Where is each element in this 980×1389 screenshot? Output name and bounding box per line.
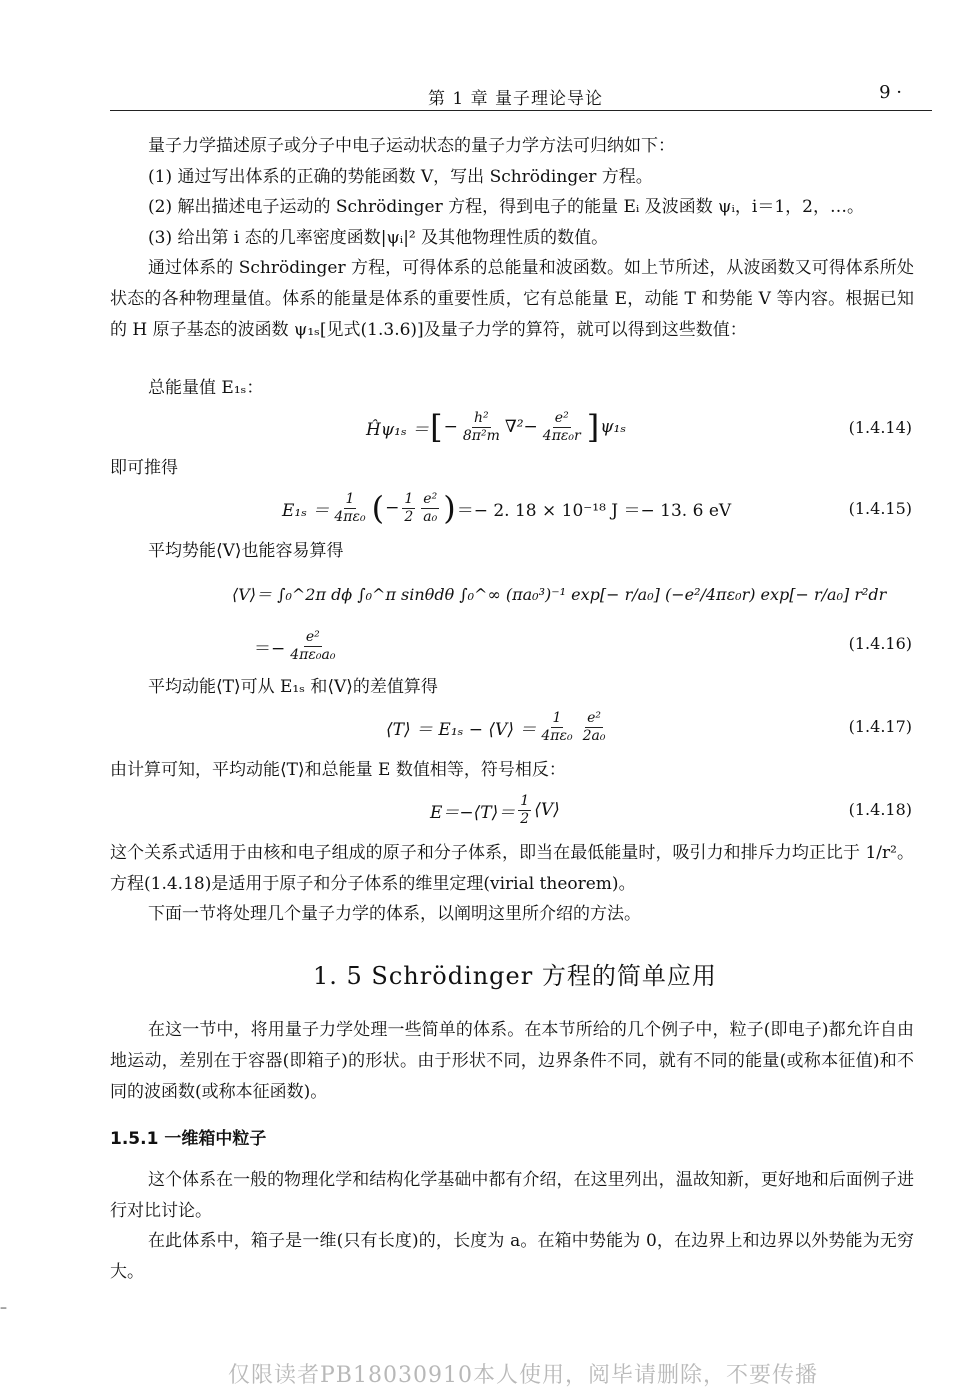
eq18-lhs: E＝−⟨T⟩＝ bbox=[430, 802, 516, 823]
page-header bbox=[110, 80, 932, 111]
eq17-f2-denominator: 2a₀ bbox=[582, 727, 606, 744]
eq15-f3-numerator: e² bbox=[423, 490, 438, 507]
eq15-lhs: E₁ₛ ＝ bbox=[282, 500, 330, 521]
eq15-f1-numerator: 1 bbox=[345, 490, 355, 507]
eq14-nabla: ∇²− bbox=[504, 417, 538, 437]
watermark: 仅限读者PB18030910本人使用，阅毕请删除，不要传播 bbox=[228, 1363, 818, 1388]
virial-paragraph: 这个关系式适用于由核和电子组成的原子和分子体系，即当在最低能量时，吸引力和排斥力均正比于 1/r²。方程(1.4.18)是适用于原子和分子体系的维里定理(virial theorem)。 bbox=[110, 843, 914, 894]
eq17-lhs: ⟨T⟩ ＝ E₁ₛ − ⟨V⟩ ＝ bbox=[386, 719, 537, 740]
subsection-paragraph-2: 在此体系中，箱子是一维(只有长度)的，长度为 a。在箱中势能为 0，在边界上和边界以外势能为无穷大。 bbox=[110, 1231, 914, 1282]
eq-number-1-4-16: (1.4.16) bbox=[848, 634, 912, 653]
minus-sign: − bbox=[443, 417, 458, 437]
subsection-paragraph-1: 这个体系在一般的物理化学和结构化学基础中都有介绍，在这里列出，温故知新，更好地和后面例子进行对比讨论。 bbox=[110, 1170, 914, 1221]
chapter-title: 第 1 章 量子理论导论 bbox=[428, 89, 604, 109]
step-2: (2) 解出描述电子运动的 Schrödinger 方程，得到电子的能量 Eᵢ 及波函数 ψᵢ，i＝1，2，…。 bbox=[148, 197, 864, 217]
eq16-denominator: 4πε₀a₀ bbox=[290, 646, 336, 663]
eq15-f3-denominator: a₀ bbox=[423, 508, 438, 525]
section-title: 1. 5 Schrödinger 方程的简单应用 bbox=[313, 962, 717, 990]
eq17-f1-numerator: 1 bbox=[552, 709, 562, 726]
eq15-tail: ＝− 2. 18 × 10⁻¹⁸ J ＝− 13. 6 eV bbox=[456, 500, 732, 521]
equation-1-4-17 bbox=[386, 705, 610, 749]
eq18-numerator: 1 bbox=[520, 792, 530, 809]
eq14-f1-denominator: 8π²m bbox=[462, 427, 500, 444]
eq14-lhs: Ĥψ₁ₛ ＝ bbox=[366, 419, 430, 440]
section-paragraph: 在这一节中，将用量子力学处理一些简单的体系。在本节所给的几个例子中，粒子(即电子)都允许自由地运动，差别在于容器(即箱子)的形状。由于形状不同，边界条件不同，就有不同的能量(或称本征值)和不同的波函数(或称本征函数)。 bbox=[110, 1020, 914, 1102]
eq14-fraction-2 bbox=[541, 410, 583, 445]
intro-paragraph: 通过体系的 Schrödinger 方程，可得体系的总能量和波函数。如上节所述，从波函数又可得体系所处状态的各种物理量值。体系的能量是体系的重要性质，它有总能量 E，动能 T 和势能 V 等内容。根据已知的 H 原子基态的波函数 ψ₁ₛ[见式(1.3.6)]及量子力学的算符，就可以得到这些数值： bbox=[110, 258, 914, 340]
eq16-prefix: ＝− bbox=[254, 638, 286, 659]
potential-label: 平均势能⟨V⟩也能容易算得 bbox=[148, 541, 344, 561]
left-paren-icon: ( bbox=[371, 489, 385, 527]
eq-number-1-4-18: (1.4.18) bbox=[848, 800, 912, 819]
eq14-fraction-1 bbox=[461, 410, 502, 445]
total-energy-label: 总能量值 E₁ₛ： bbox=[148, 378, 264, 398]
eq14-f1-numerator: h² bbox=[474, 409, 489, 426]
equation-1-4-18 bbox=[430, 788, 560, 832]
eq14-f2-numerator: e² bbox=[554, 409, 569, 426]
eq15-fraction-3 bbox=[421, 491, 439, 526]
eq14-tail: ψ₁ₛ bbox=[600, 417, 627, 437]
eq18-fraction bbox=[518, 793, 531, 828]
intro-summary: 量子力学描述原子或分子中电子运动状态的量子力学方法可归纳如下： bbox=[148, 136, 675, 156]
eq15-fraction-1 bbox=[332, 491, 367, 526]
equation-1-4-16-line-1: ⟨V⟩＝ ∫₀^2π dϕ ∫₀^π sinθdθ ∫₀^∞ (πa₀³)⁻¹ exp[− r/a₀] (−e²/4πε₀r) exp[− r/a₀] r²dr bbox=[232, 584, 887, 604]
subsection-title: 1.5.1 一维箱中粒子 bbox=[110, 1129, 267, 1149]
left-margin-mark: – bbox=[0, 1300, 7, 1316]
derive-label: 即可推得 bbox=[110, 458, 178, 478]
next-section-note: 下面一节将处理几个量子力学的体系，以阐明这里所介绍的方法。 bbox=[148, 904, 641, 924]
right-bracket-icon: ] bbox=[586, 408, 600, 446]
eq15-f2-numerator: 1 bbox=[404, 490, 414, 507]
equal-label: 由计算可知，平均动能⟨T⟩和总能量 E 数值相等，符号相反： bbox=[110, 760, 566, 780]
eq-number-1-4-15: (1.4.15) bbox=[848, 499, 912, 518]
eq14-f2-denominator: 4πε₀r bbox=[542, 427, 581, 444]
eq18-tail: ⟨V⟩ bbox=[534, 800, 560, 820]
left-bracket-icon: [ bbox=[430, 408, 443, 446]
eq18-denominator: 2 bbox=[520, 810, 530, 827]
equation-1-4-15 bbox=[282, 486, 731, 530]
eq15-f2-denominator: 2 bbox=[404, 508, 414, 525]
eq15-fraction-2 bbox=[402, 491, 415, 526]
eq-number-1-4-17: (1.4.17) bbox=[848, 717, 912, 736]
eq17-fraction-1 bbox=[539, 710, 574, 745]
equation-1-4-14 bbox=[366, 405, 626, 449]
eq-number-1-4-14: (1.4.14) bbox=[848, 418, 912, 437]
eq15-f1-denominator: 4πε₀ bbox=[334, 508, 366, 525]
eq16-numerator: e² bbox=[305, 628, 320, 645]
equation-1-4-16-line-2 bbox=[254, 624, 340, 668]
kinetic-label: 平均动能⟨T⟩可从 E₁ₛ 和⟨V⟩的差值算得 bbox=[148, 677, 438, 697]
step-1: (1) 通过写出体系的正确的势能函数 V，写出 Schrödinger 方程。 bbox=[148, 167, 653, 187]
eq17-f1-denominator: 4πε₀ bbox=[541, 727, 573, 744]
right-paren-icon: ) bbox=[443, 489, 456, 527]
eq16-fraction bbox=[288, 629, 337, 664]
minus-sign-2: − bbox=[385, 498, 400, 518]
page-number: 9 · bbox=[879, 82, 902, 103]
eq17-f2-numerator: e² bbox=[587, 709, 601, 726]
step-3: (3) 给出第 i 态的几率密度函数|ψᵢ|² 及其他物理性质的数值。 bbox=[148, 228, 609, 248]
eq17-fraction-2 bbox=[581, 710, 608, 745]
